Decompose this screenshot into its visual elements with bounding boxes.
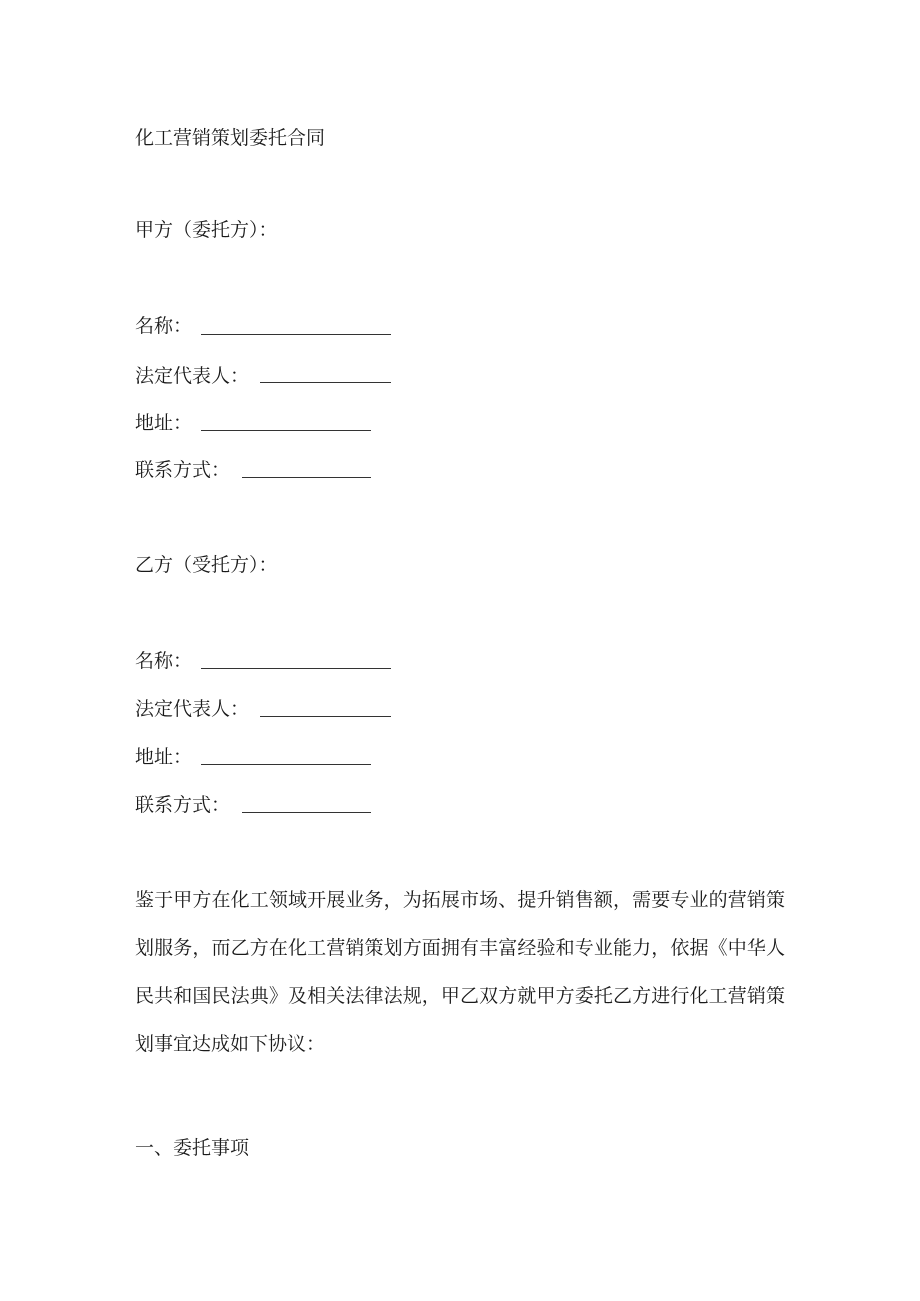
section-1-heading: 一、委托事项	[135, 1137, 250, 1159]
party-a-rep-label: 法定代表人：	[135, 365, 250, 387]
party-a-name-blank[interactable]	[201, 334, 391, 335]
party-b-contact-label: 联系方式：	[135, 794, 231, 816]
party-a-rep-blank[interactable]	[260, 382, 391, 383]
party-a-address-label: 地址：	[135, 412, 193, 434]
party-a-name-label: 名称：	[135, 315, 193, 337]
party-b-rep-blank[interactable]	[260, 716, 391, 717]
party-b-heading: 乙方（受托方）：	[135, 554, 278, 576]
party-a-contact-label: 联系方式：	[135, 459, 231, 481]
party-a-address-blank[interactable]	[201, 430, 371, 431]
party-a-contact-blank[interactable]	[242, 477, 371, 478]
preamble-paragraph: 鉴于甲方在化工领域开展业务，为拓展市场、提升销售额，需要专业的营销策划服务，而乙方在化工营销策划方面拥有丰富经验和专业能力，依据《中华人民共和国民法典》及相关法律法规，甲乙双方就甲方委托乙方进行化工营销策划事宜达成如下协议：	[135, 889, 785, 1055]
party-b-contact-blank[interactable]	[242, 812, 371, 813]
party-b-address-blank[interactable]	[201, 764, 371, 765]
party-b-name-blank[interactable]	[201, 668, 391, 669]
party-b-rep-label: 法定代表人：	[135, 698, 250, 720]
party-b-address-label: 地址：	[135, 746, 193, 768]
document-title: 化工营销策划委托合同	[135, 127, 326, 149]
party-a-heading: 甲方（委托方）：	[135, 219, 278, 241]
party-b-name-label: 名称：	[135, 650, 193, 672]
